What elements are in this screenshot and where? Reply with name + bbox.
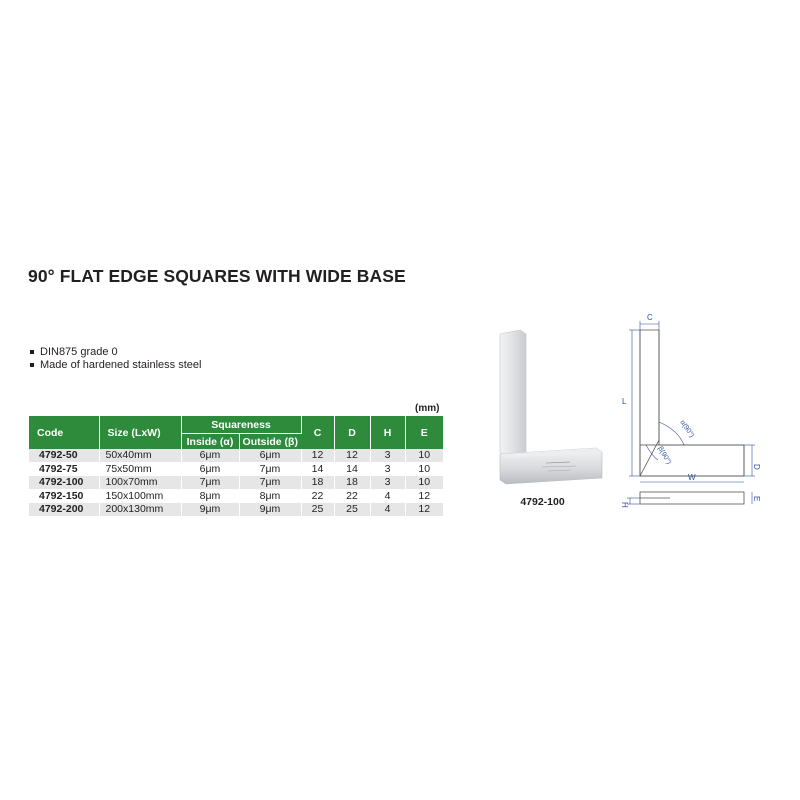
dim-h: H <box>620 502 629 508</box>
cell-c: 18 <box>301 476 334 490</box>
table-row <box>29 503 443 517</box>
dimension-diagram <box>618 312 778 522</box>
cell-size: 150x100mm <box>99 489 181 503</box>
cell-d: 25 <box>334 503 370 517</box>
cell-size: 200x130mm <box>99 503 181 517</box>
cell-d: 12 <box>334 449 370 462</box>
cell-code: 4792-150 <box>29 489 99 503</box>
cell-code: 4792-100 <box>29 476 99 490</box>
cell-code: 4792-75 <box>29 462 99 476</box>
feature-list <box>30 346 201 372</box>
cell-h: 4 <box>370 489 405 503</box>
header-outside: Outside (β) <box>239 434 301 450</box>
header-h: H <box>370 416 405 449</box>
header-e: E <box>405 416 443 449</box>
cell-c: 22 <box>301 489 334 503</box>
dim-c: C <box>647 313 653 322</box>
cell-d: 18 <box>334 476 370 490</box>
page-title: 90° FLAT EDGE SQUARES WITH WIDE BASE <box>28 266 406 286</box>
photo-label: 4792-100 <box>520 496 565 508</box>
cell-size: 75x50mm <box>99 462 181 476</box>
cell-inside: 6μm <box>181 449 239 462</box>
cell-d: 14 <box>334 462 370 476</box>
dim-w: W <box>688 473 696 482</box>
header-d: D <box>334 416 370 449</box>
cell-inside: 9μm <box>181 503 239 517</box>
cell-h: 4 <box>370 503 405 517</box>
table-row <box>29 462 443 476</box>
cell-e: 10 <box>405 462 443 476</box>
feature-item: Made of hardened stainless steel <box>30 359 201 372</box>
cell-c: 25 <box>301 503 334 517</box>
table-row <box>29 476 443 490</box>
cell-h: 3 <box>370 449 405 462</box>
cell-outside: 7μm <box>239 476 301 490</box>
header-squareness: Squareness <box>181 416 301 434</box>
square-body-outline <box>640 330 744 476</box>
square-base-outline <box>640 445 744 476</box>
product-photo <box>478 330 608 495</box>
cell-h: 3 <box>370 462 405 476</box>
dim-l: L <box>622 397 627 406</box>
table-row <box>29 489 443 503</box>
table-row <box>29 449 443 462</box>
cell-size: 50x40mm <box>99 449 181 462</box>
cell-inside: 6μm <box>181 462 239 476</box>
dim-beta: β(90°) <box>656 445 672 466</box>
cell-outside: 7μm <box>239 462 301 476</box>
cell-c: 14 <box>301 462 334 476</box>
header-size: Size (LxW) <box>99 416 181 449</box>
cell-outside: 8μm <box>239 489 301 503</box>
dim-alpha: α(90°) <box>678 419 696 439</box>
cell-inside: 8μm <box>181 489 239 503</box>
unit-label: (mm) <box>415 403 440 414</box>
cell-d: 22 <box>334 489 370 503</box>
feature-item: DIN875 grade 0 <box>30 346 201 359</box>
cell-outside: 9μm <box>239 503 301 517</box>
cell-e: 10 <box>405 476 443 490</box>
header-inside: Inside (α) <box>181 434 239 450</box>
dim-e: E <box>752 496 761 502</box>
dim-d: D <box>752 464 761 470</box>
cell-e: 12 <box>405 489 443 503</box>
square-blade-outline <box>640 330 659 476</box>
cell-inside: 7μm <box>181 476 239 490</box>
cell-size: 100x70mm <box>99 476 181 490</box>
cell-code: 4792-50 <box>29 449 99 462</box>
header-c: C <box>301 416 334 449</box>
cell-code: 4792-200 <box>29 503 99 517</box>
cell-e: 10 <box>405 449 443 462</box>
cell-h: 3 <box>370 476 405 490</box>
cell-outside: 6μm <box>239 449 301 462</box>
spec-table <box>29 416 443 517</box>
header-code: Code <box>29 416 99 449</box>
cell-e: 12 <box>405 503 443 517</box>
cell-c: 12 <box>301 449 334 462</box>
